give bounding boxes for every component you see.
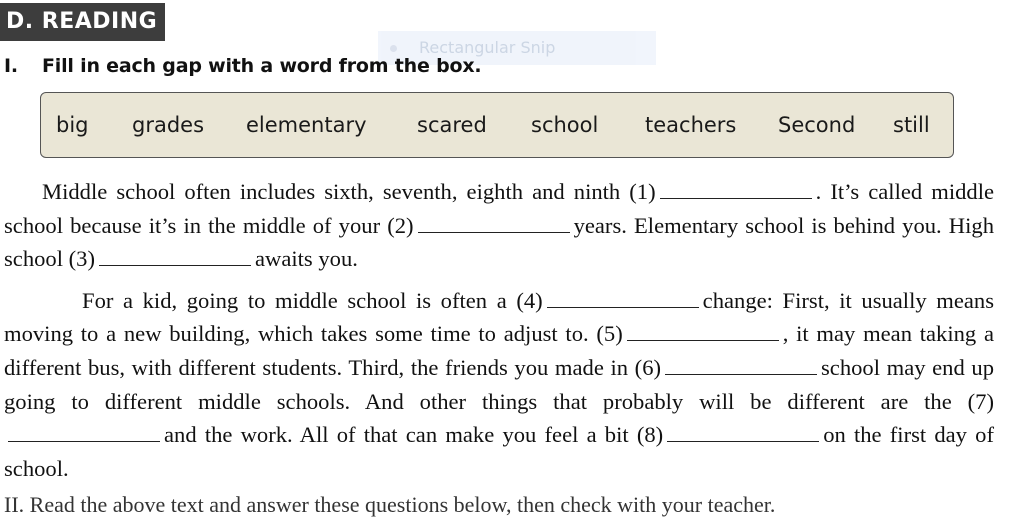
word-box-item: big [56, 113, 89, 137]
cut-off-next-exercise: II. Read the above text and answer these questions below, then check with your teacher. [4, 492, 776, 517]
passage-text: on the first day of school. [4, 422, 994, 481]
snip-overlay-label: Rectangular Snip [419, 38, 556, 57]
section-title: D. READING [0, 3, 165, 41]
gap-blank-7 [8, 423, 160, 442]
exercise-instruction: Fill in each gap with a word from the box. [42, 55, 482, 77]
passage-text: and the work. All of that can make you feel a bit (8) [164, 422, 664, 448]
gap-blank-2 [418, 214, 570, 233]
word-box-item: elementary [246, 113, 367, 137]
passage-text: Middle school often includes sixth, seventh, eighth and ninth (1) [42, 179, 656, 204]
word-box-item: Second [778, 113, 856, 137]
passage-text: . It’s called middle school because it’s in the middle of your (2) [4, 179, 994, 238]
passage-text: awaits you. [254, 246, 358, 272]
paragraph-2 [4, 284, 994, 486]
passage-text: , it may mean taking a different bus, with different students. Third, the friends you made in (6) [4, 321, 994, 380]
word-box-item: still [893, 113, 930, 137]
gap-blank-6 [665, 356, 817, 375]
gap-blank-5 [627, 322, 779, 341]
gap-blank-4 [547, 289, 699, 308]
gap-blank-3 [99, 247, 251, 266]
exercise-heading [4, 52, 481, 80]
exercise-number: I. [4, 55, 18, 77]
gap-blank-1 [660, 180, 812, 199]
passage-text: years. Elementary school is behind you. High school (3) [4, 212, 994, 272]
word-box-item: grades [132, 113, 205, 137]
passage-text: school may end up going to different middle schools. And other things that probably will be different are the (7) [4, 354, 994, 414]
snip-mode-icon [390, 45, 397, 52]
paragraph-1 [4, 175, 994, 276]
word-box-item: school [531, 113, 599, 137]
word-box [40, 92, 954, 158]
word-box-item: scared [417, 113, 487, 137]
passage-text: For a kid, going to middle school is often a (4) [82, 287, 543, 313]
word-box-item: teachers [645, 113, 737, 137]
passage-text: change: First, it usually means moving to a new building, which takes some time to adjust to. (5) [4, 287, 994, 347]
gap-blank-8 [667, 423, 819, 442]
reading-passage [4, 175, 994, 485]
